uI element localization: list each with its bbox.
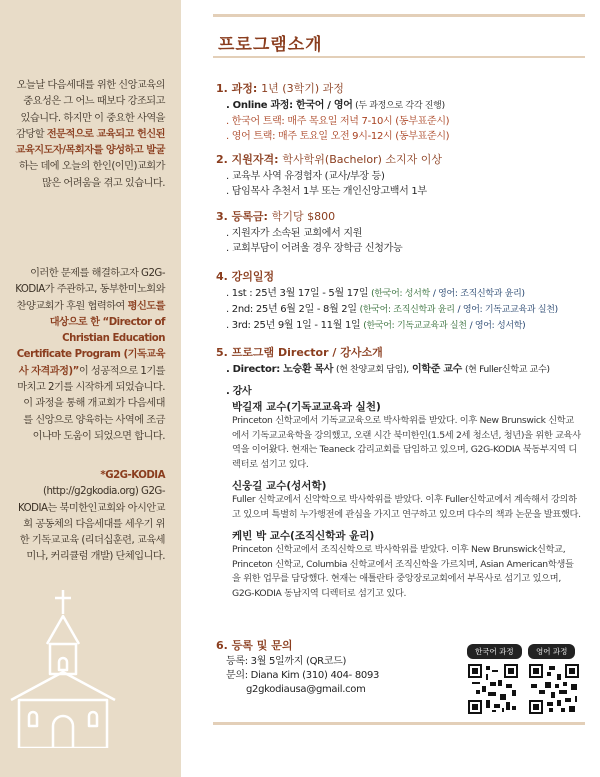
schedule-row: . 2nd: 25년 6월 2일 - 8월 2일 (한국어: 조직신학과 윤리 / 영어: 기독교교육과 실천) (226, 304, 558, 315)
korean-track-row: . 한국어 트랙: 매주 목요일 저녁 7-10시 (동부표준시) (226, 116, 450, 127)
qr-english[interactable] (528, 644, 575, 659)
section-tuition (216, 208, 402, 256)
section-heading: 6. 등록 및 문의 (216, 639, 293, 652)
section-eligibility (216, 151, 442, 199)
registration-deadline: 등록: 3월 5일까지 (QR코드) (226, 656, 347, 667)
tuition-row: . 교회부담이 어려울 경우 장학금 신청가능 (226, 243, 403, 254)
section-heading: 5. 프로그램 Director / 강사소개 (216, 346, 383, 359)
section-faculty (216, 344, 582, 601)
intro-paragraph (15, 78, 165, 192)
schedule-row: . 3rd: 25년 9월 1일 - 11월 1일 (한국어: 기독교교육과 실천 / 영어: 성서학) (226, 320, 526, 331)
section-course (216, 80, 449, 144)
qr-code-english[interactable] (529, 664, 579, 714)
lecturer-bio: Princeton 신학교에서 기독교교육으로 박사학위를 받았다. 이후 New Brunswick 신학교에서 기독교교육학을 강의했고, 오랜 시간 북미한인(1.5세 2세 청소년, 청년)을 위한 교육사역을 이어왔다. 현재는 Teaneck 감리교회를 담임하고 있으며, G2G-KODIA 북동부지역 디렉터로 섬기고 있다. (232, 415, 581, 470)
program-highlight: 평신도를 대상으로 한 “Director of Christian Education Certificate Program (기독교육사 자격과정)” (16, 300, 165, 377)
english-track-row: . 영어 트랙: 매주 토요일 오전 9시-12시 (동부표준시) (226, 131, 450, 142)
program-text: 이러한 문제를 해결하고자 G2G-KODIA가 주관하고, 동부한미노회와 찬양교회가 후원 협력하여 (15, 268, 165, 312)
intro-text-end: 하는 데에 오늘의 한인(이민)교회가 많은 어려움을 겪고 있습니다. (19, 161, 165, 189)
qr-english-label: 영어 과정 (528, 644, 575, 659)
eligibility-row: . 담임목사 추천서 1부 또는 개인신앙고백서 1부 (226, 186, 427, 197)
title-rule (213, 56, 585, 58)
lecturer-name: 신웅길 교수(성서학) (232, 480, 327, 492)
top-rule (213, 14, 585, 17)
lecturers-label: . 강사 (226, 386, 252, 397)
org-title: *G2G-KODIA (100, 470, 165, 481)
org-description: (http://g2gkodia.org) G2G-KODIA는 북미한인교회와 아시안교회 공동체의 다음세대를 세우기 위한 기독교교육 (리더십훈련, 교육세미나, 커리큘럼 개발) 단체입니다. (17, 486, 165, 563)
qr-code-korean[interactable] (468, 664, 518, 714)
section-schedule (216, 268, 558, 334)
director-row: . Director: 노승환 목사 (현 찬양교회 담임), 이학준 교수 (현 Fuller신학교 교수) (226, 364, 550, 375)
section-heading: 4. 강의일정 (216, 270, 275, 283)
contact-phone: 문의: Diana Kim (310) 404- 8093 (226, 670, 380, 681)
program-text-end: 이 성공적으로 1기를 마치고 2기를 시작하게 되었습니다. 이 과정을 통해 개교회가 다음세대를 신앙으로 양육하는 사역에 조금이나마 도움이 되었으면 합니다. (17, 365, 165, 442)
lecturer-bio: Princeton 신학교에서 조직신학으로 박사학위를 받았다. 이후 New Brunswick신학교, Princeton 신학교, Columbia 신학교에서 조직신학을 가르치며, Asian American학생들을 위한 업무를 담당했다. 현재는 애틀란타 중앙장로교회에서 부목사로 섬기고 있으며, G2G-KODIA 동남지역 디렉터로 섬기고 있다. (232, 544, 574, 599)
section-registration (216, 637, 379, 697)
intro-text: 오늘날 다음세대를 위한 신앙교육의 중요성은 그 어느 때보다 강조되고 있습니다. 하지만 이 중요한 사역을 감당할 (16, 80, 165, 140)
org-paragraph (15, 468, 165, 566)
lecturer-name: 케빈 박 교수(조직신학과 윤리) (232, 530, 375, 542)
section-heading: 2. 지원자격: 학사학위(Bachelor) 소지자 이상 (216, 153, 443, 166)
schedule-row: . 1st : 25년 3월 17일 - 5월 17일 (한국어: 성서학 / 영어: 조직신학과 윤리) (226, 288, 525, 299)
lecturer-bio: Fuller 신학교에서 신약학으로 박사학위를 받았다. 이후 Fuller신학교에서 계속해서 강의하고 있으며 특별히 누가행전에 관심을 가지고 연구하고 있으며 다수의 책과 논문을 발표했다. (232, 494, 581, 520)
online-course-row: . Online 과정: 한국어 / 영어 (두 과정으로 각각 진행) (226, 100, 445, 111)
section-heading: 1. 과정: 1년 (3학기) 과정 (216, 82, 344, 95)
eligibility-row: . 교육부 사역 유경험자 (교사/부장 등) (226, 171, 385, 182)
qr-korean-label: 한국어 과정 (467, 644, 522, 659)
bottom-rule (213, 722, 585, 725)
section-heading: 3. 등록금: 학기당 $800 (216, 210, 336, 223)
tuition-row: . 지원자가 소속된 교회에서 지원 (226, 228, 363, 239)
church-icon (3, 588, 123, 748)
lecturer-name: 박길재 교수(기독교교육과 실천) (232, 401, 381, 413)
qr-korean[interactable] (467, 644, 522, 659)
page-title: 프로그램소개 (218, 35, 323, 55)
sidebar (0, 0, 181, 777)
program-paragraph (15, 266, 165, 445)
contact-email[interactable]: g2gkodiausa@gmail.com (246, 684, 366, 695)
intro-highlight: 전문적으로 교육되고 헌신된 교육지도자/목회자를 양성하고 발굴 (15, 128, 165, 157)
